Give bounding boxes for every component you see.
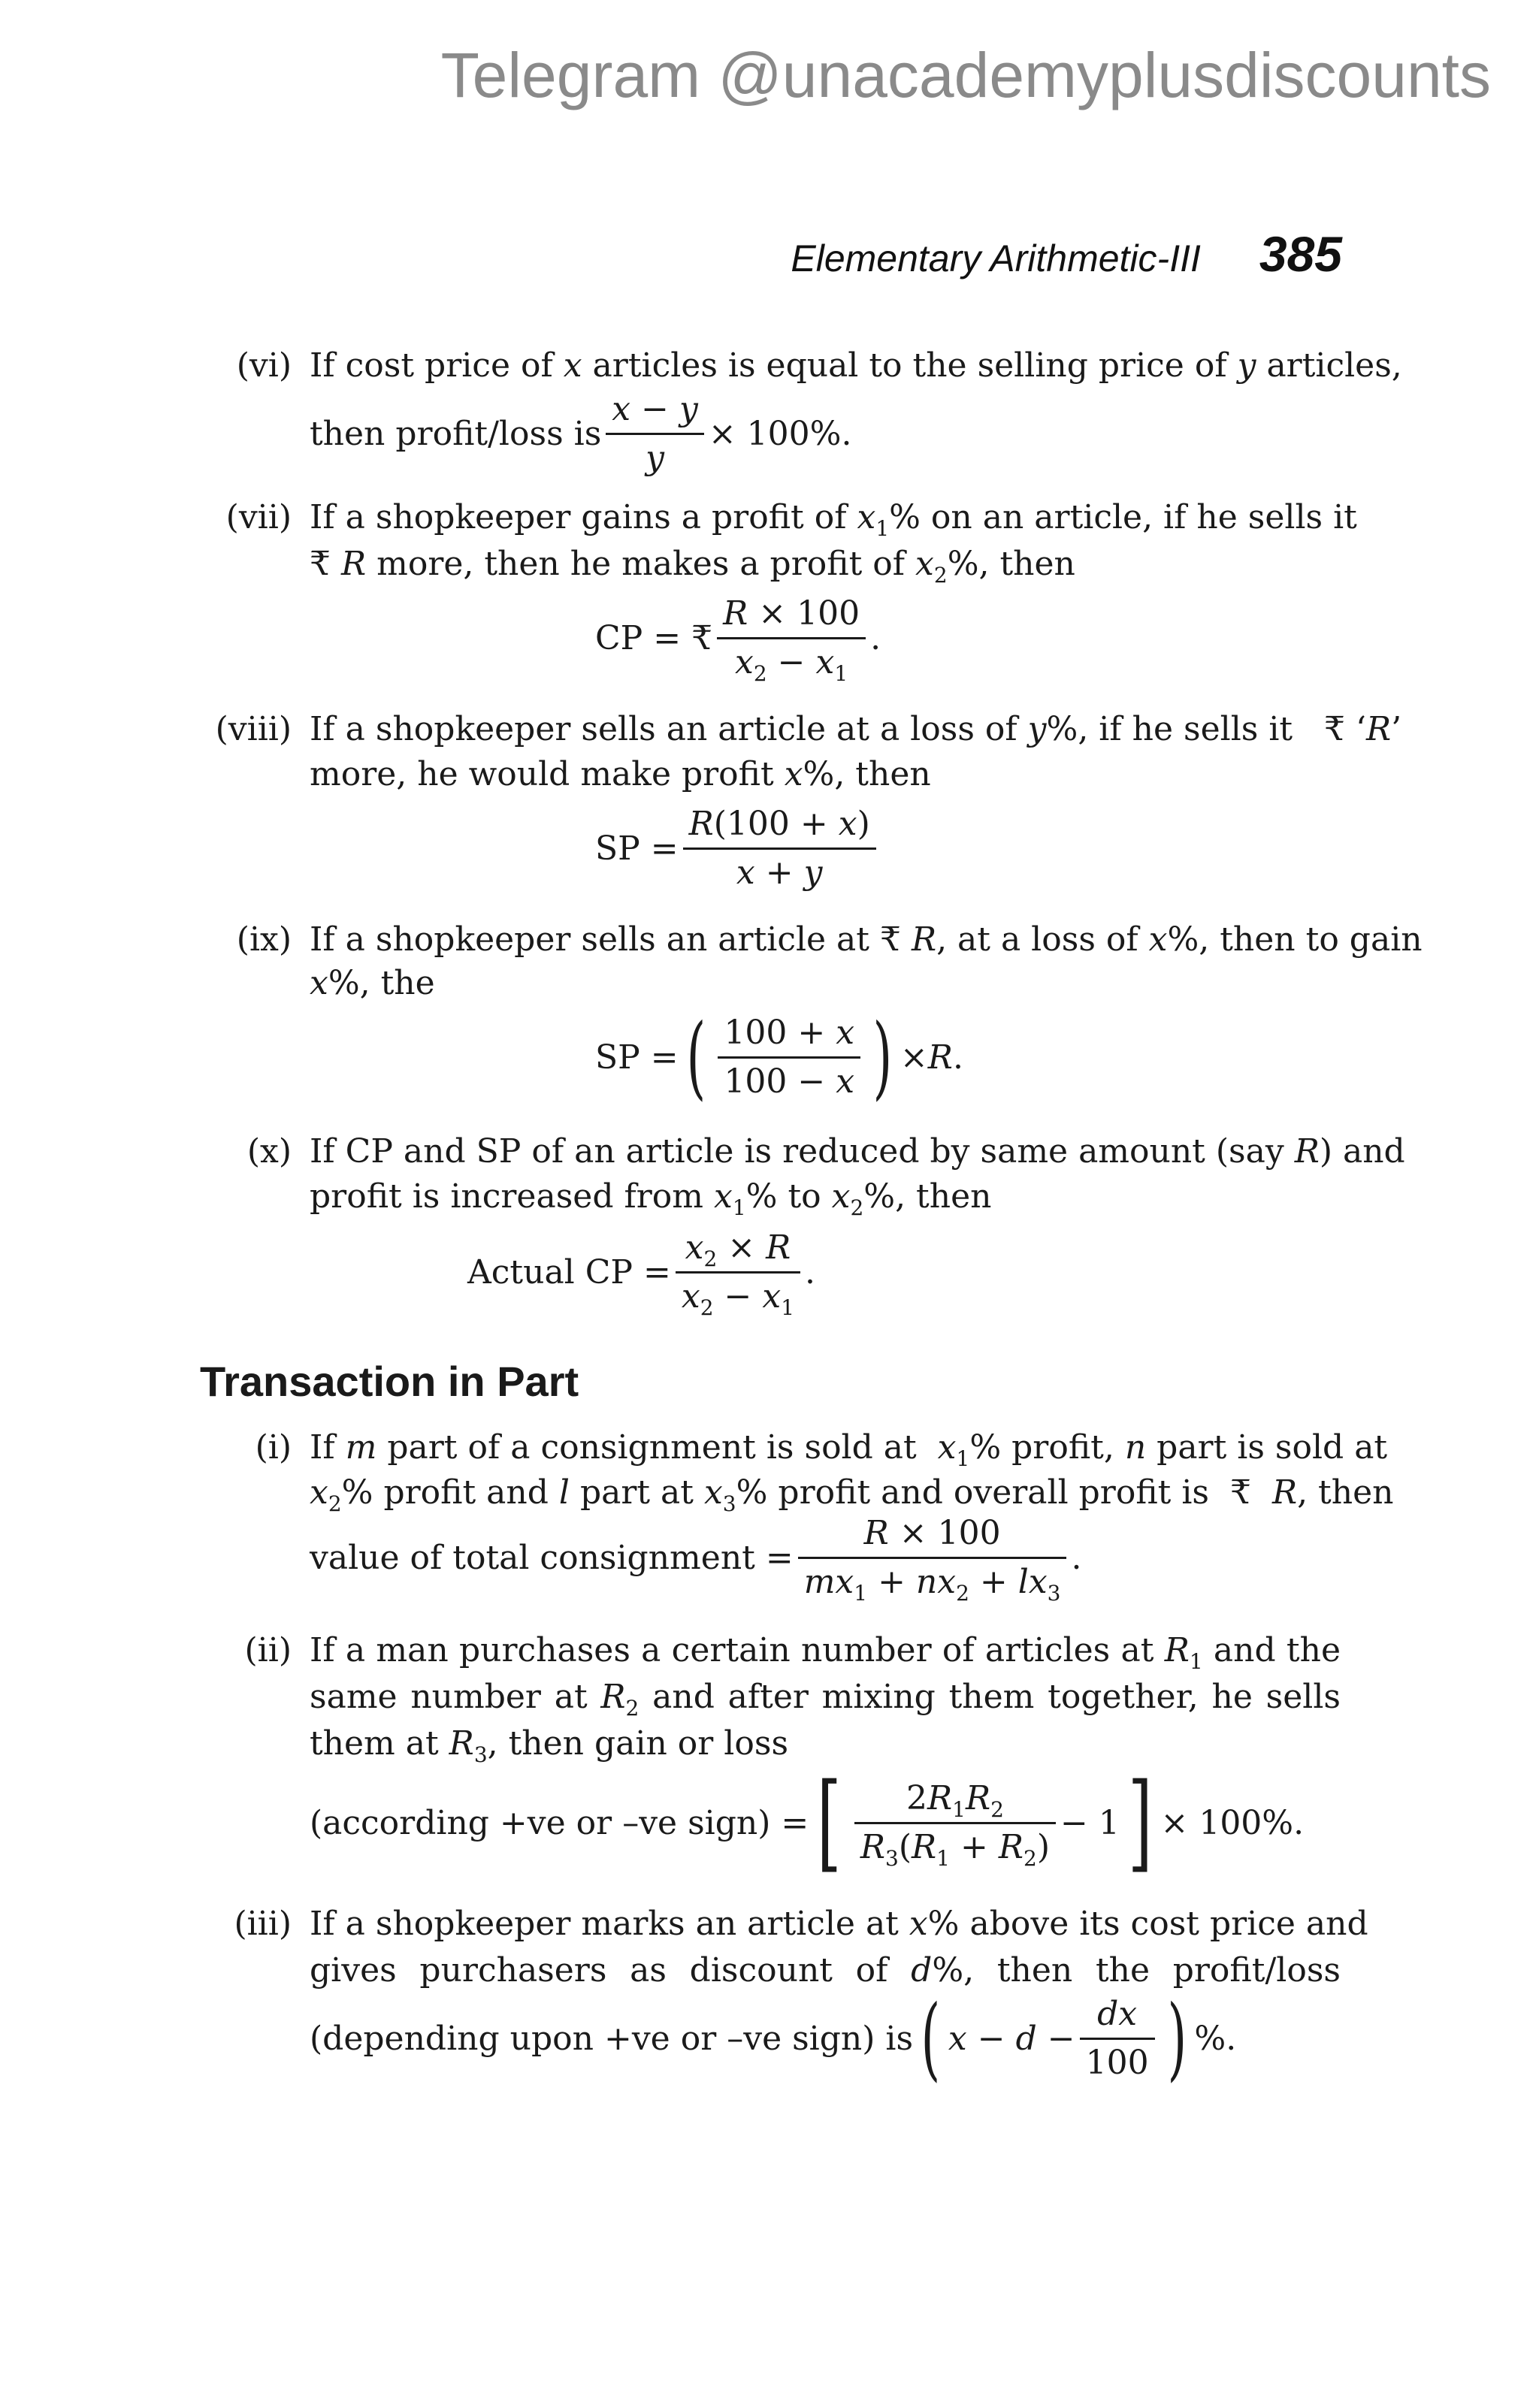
fraction: $\frac{x - y}{y}$: [606, 386, 704, 482]
item-number: (iii): [234, 1905, 292, 1943]
item-text: them at $R_3$, then gain or loss: [310, 1724, 789, 1767]
formula: SP = $\frac{R(100 + x)}{x + y}$: [595, 801, 881, 896]
fraction: $\frac{x_2 \times R}{x_2 - x_1}$: [676, 1225, 800, 1320]
item-number: (viii): [215, 710, 292, 748]
item-text: If a shopkeeper gains a profit of $x_1\%$ on an article, if he sells it: [310, 498, 1357, 541]
item-text: If cost price of x articles is equal to the selling price of y articles,: [310, 346, 1402, 385]
section-title: Transaction in Part: [200, 1358, 579, 1405]
formula: (according +ve or –ve sign) = [ $\frac{2R_1R_2}{R_3(R_1 + R_2)}$ − 1 ] × 100%.: [310, 1761, 1305, 1884]
item-text: more, he would make profit x%, then: [310, 755, 931, 793]
item-number: (vii): [225, 498, 292, 536]
item-text: profit is increased from $x_1\%$ to $x_2\%$, then: [310, 1177, 992, 1220]
item-text: If a shopkeeper marks an article at x% above its cost price and: [310, 1905, 1368, 1943]
item-text: $x_2\%$ profit and l part at $x_3\%$ profit and overall profit is ₹ R, then: [310, 1473, 1394, 1516]
item-number: (ii): [244, 1631, 292, 1669]
item-text: If a shopkeeper sells an article at ₹ R, at a loss of x%, then to gain: [310, 920, 1423, 959]
fraction: $\frac{R \times 100}{x_2 - x_1}$: [717, 591, 866, 686]
fraction: $\frac{R \times 100}{mx_1 + nx_2 + lx_3}$: [798, 1510, 1067, 1606]
item-number: (ix): [236, 920, 292, 959]
item-text: ₹ R more, then he makes a profit of $x_2\%$, then: [310, 545, 1075, 588]
fraction: $\frac{100 + x}{100 - x}$: [718, 1010, 860, 1105]
formula: (depending upon +ve or –ve sign) is ( x − d − $\frac{dx}{100}$ ) %.: [310, 1986, 1237, 2091]
fraction: $\frac{dx}{100}$: [1080, 1991, 1155, 2086]
formula: value of total consignment = $\frac{R \times 100}{mx_1 + nx_2 + lx_3}$ .: [310, 1510, 1081, 1606]
item-text: If a man purchases a certain number of articles at $R_1$ and the: [310, 1631, 1341, 1674]
item-number: (x): [246, 1132, 292, 1171]
item-text: If CP and SP of an article is reduced by same amount (say R) and: [310, 1132, 1405, 1171]
item-text: then profit/loss is $\frac{x - y}{y}$ × 100%.: [310, 386, 851, 482]
running-header: [791, 225, 1342, 282]
chapter-title: Elementary Arithmetic-III: [791, 237, 1201, 279]
formula: CP = ₹ $\frac{R \times 100}{x_2 - x_1}$ .: [595, 591, 881, 686]
watermark: Telegram @unacademyplusdiscounts: [440, 40, 1491, 110]
item-number: (vi): [236, 346, 292, 385]
item-text: If a shopkeeper sells an article at a loss of y%, if he sells it ₹ ‘R’: [310, 710, 1402, 748]
formula: SP = ( $\frac{100 + x}{100 - x}$ ) × R .: [595, 1005, 963, 1110]
item-text: x%, the: [310, 964, 435, 1002]
fraction: $\frac{R(100 + x)}{x + y}$: [683, 801, 876, 896]
item-number: (i): [255, 1428, 292, 1467]
item-text: gives purchasers as discount of d%, then the profit/loss: [310, 1951, 1341, 1990]
item-text: same number at $R_2$ and after mixing them together, he sells: [310, 1678, 1341, 1721]
page-number: 385: [1259, 226, 1342, 282]
formula: Actual CP = $\frac{x_2 \times R}{x_2 - x_1}$ .: [467, 1225, 815, 1320]
fraction: $\frac{2R_1R_2}{R_3(R_1 + R_2)}$: [854, 1775, 1056, 1871]
item-text: If m part of a consignment is sold at $x_1\%$ profit, n part is sold at: [310, 1428, 1388, 1471]
